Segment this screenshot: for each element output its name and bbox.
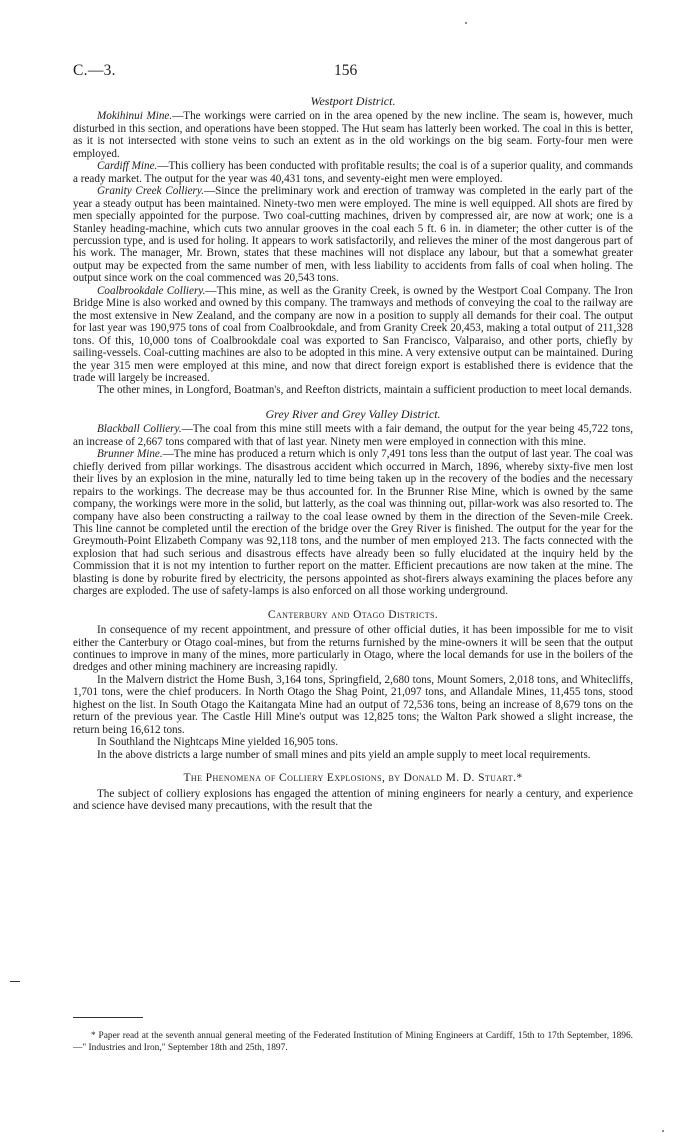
section-heading-phenomena: The Phenomena of Colliery Explosions, by Donald M. D. Stuart.* <box>183 772 523 785</box>
paragraph-southland: In Southland the Nightcaps Mine yielded 16,905 tons. <box>97 736 339 749</box>
paragraph-body: —The workings were carried on in the area opened by the new incline. The seam is, however, much disturbed in this section, and operations have been stopped. The Hut seam has latterly been worked. The coal in this is better, as it is not intersected with stone veins to such an extent as in the old workings on the big seam. Forty-four men were employed. <box>73 110 633 160</box>
document-reference: C.—3. <box>73 62 116 79</box>
footnote-rule <box>73 1017 143 1018</box>
paragraph-cardiff <box>73 160 633 185</box>
paragraph-blackball <box>73 423 633 448</box>
paragraph-explosions-intro: The subject of colliery explosions has engaged the attention of mining engineers for nearly a century, and experience and science have devised many precautions, with the result that the <box>73 787 633 813</box>
margin-mark <box>10 981 20 982</box>
mine-name: Mokihinui Mine. <box>97 110 173 123</box>
paragraph-local-requirements: In the above districts a large number of small mines and pits yield an ample supply to meet local requirements. <box>97 748 591 761</box>
page-header <box>0 62 700 82</box>
section-heading-grey-river: Grey River and Grey Valley District. <box>265 406 441 421</box>
mine-name: Blackball Colliery. <box>97 423 182 436</box>
mine-name: Granity Creek Colliery. <box>97 185 204 198</box>
paragraph-malvern: In the Malvern district the Home Bush, 3,164 tons, Springfield, 2,680 tons, Mount Somers, 2,018 tons, and Whitecliffs, 1,701 tons, were the chief producers. In North Otago the Shag Point, 21,097 tons, and Allandale Mines, 11,455 tons, stood highest on the list. In South Otago the Kaitangata Mine had an output of 72,536 tons, being an increase of 8,679 tons on the return of the previous year. The Castle Hill Mine's output was 12,825 tons; the Walton Park showed a slight increase, the return being 16,612 tons. <box>73 673 633 736</box>
paragraph-body: —Since the preliminary work and erection of tramway was completed in the early part of the year a steady output has been maintained. Ninety-two men were employed. The mine is well equipped. All shots are fired by men specially appointed for the purpose. Two coal-cutting machines, driven by compressed air, are now at work; one is a Stanley heading-machine, which cuts two annular grooves in the coal each 5 ft. 6 in. in diameter; the other cutter is of the percussion type, and is used for holing. It appears to work satisfactorily, and relieves the miner of the most dangerous part of his work. The manager, Mr. Brown, states that these machines will not displace any labour, but that a somewhat greater output may be expected from the same number of men, with less liability to accidents from falls of coal when holing. The output since work on the coal commenced was 20,543 tons. <box>73 185 633 285</box>
paragraph-body: —The mine has produced a return which is only 7,491 tons less than the output of last year. The coal was chiefly derived from pillar workings. The disastrous accident which occurred in March, 1896, whereby sixty-five men lost their lives by an explosion in the mine, naturally led to time being taken up in the recovery of the bodies and the necessary repairs to the workings. The decrease may be thus accounted for. In the Brunner Rise Mine, which is owned by the same company, the workings were more in the solid, but latterly, as the coal was thinning out, pillar-work was also resorted to. The company have also been constructing a railway to the coal lease owned by them in the direction of the Seven-mile Creek. This line cannot be completed until the erection of the bridge over the Grey River is finished. The output for the year for the Greymouth-Point Elizabeth Company was 92,118 tons, and the number of men employed 213. The facts connected with the explosion that had such serious and disastrous effects have already been so fully elucidated at the inquiry held by the Commission that it is not my intention to further report on the matter. Efficient precautions are now taken at the mine. The blasting is done by roburite fired by electricity, the persons appointed as shot-firers always examining the places before any charges are exploded. The use of safety-lamps is also enforced on all those working underground. <box>73 448 633 598</box>
section-heading-westport: Westport District. <box>310 94 396 108</box>
footnote: * Paper read at the seventh annual general meeting of the Federated Institution of Mining Engineers at Cardiff, 15th to 17th September, 1896.—" Industries and Iron," September 18th and 25th, 1897. <box>73 1031 633 1053</box>
paragraph-body: —This mine, as well as the Granity Creek, is owned by the Westport Coal Company. The Iron Bridge Mine is also worked and owned by this company. The tramways and methods of conveying the coal to the railway are the most extensive in New Zealand, and the company are now in a position to supply all demands for their coal. The output for last year was 190,975 tons of coal from Coalbrookdale, and from Granity Creek 20,453, making a total output of 211,328 tons. Of this, 10,000 tons of Coalbrookdale coal was exported to San Francisco, Valparaiso, and other ports, chiefly by sailing-vessels. Coal-cutting machines are also to be adopted in this mine. A very extensive output can be maintained. During the year 315 men were employed at this mine, and now that direct foreign export is established there is evidence that the trade will largely be increased. <box>73 284 633 384</box>
paragraph-mokihinui <box>73 110 633 160</box>
scan-speck <box>662 1130 664 1132</box>
paragraph-other-mines: The other mines, in Longford, Boatman's, and Reefton districts, maintain a sufficient production to meet local demands. <box>97 384 632 397</box>
paragraph-body: —The coal from this mine still meets with a fair demand, the output for the year being 45,722 tons, an increase of 2,667 tons compared with that of last year. Ninety men were employed in connection with this mine. <box>73 423 633 448</box>
paragraph-granity-creek <box>73 185 633 285</box>
section-heading-canterbury-otago: Canterbury and Otago Districts. <box>267 608 439 621</box>
mine-name: Coalbrookdale Colliery. <box>97 284 206 297</box>
paragraph-appointment: In consequence of my recent appointment, and pressure of other official duties, it has been impossible for me to visit either the Canterbury or Otago coal-mines, but from the returns furnished by the mine-owners it will be seen that the output continues to improve in many of the mines, more particularly in Otago, where the local demands for use in the boilers of the dredges and other mining machinery are increasing rapidly. <box>73 624 633 674</box>
paragraph-coalbrookdale <box>73 285 633 385</box>
mine-name: Cardiff Mine. <box>97 160 158 173</box>
page-number: 156 <box>334 62 358 79</box>
mine-name: Brunner Mine. <box>97 448 163 461</box>
paragraph-brunner <box>73 448 633 597</box>
paragraph-body: —This colliery has been conducted with profitable results; the coal is of a superior quality, and commands a ready market. The output for the year was 40,431 tons, and seventy-eight men were employed. <box>73 160 633 185</box>
main-text <box>73 95 633 812</box>
scan-speck <box>465 22 467 24</box>
